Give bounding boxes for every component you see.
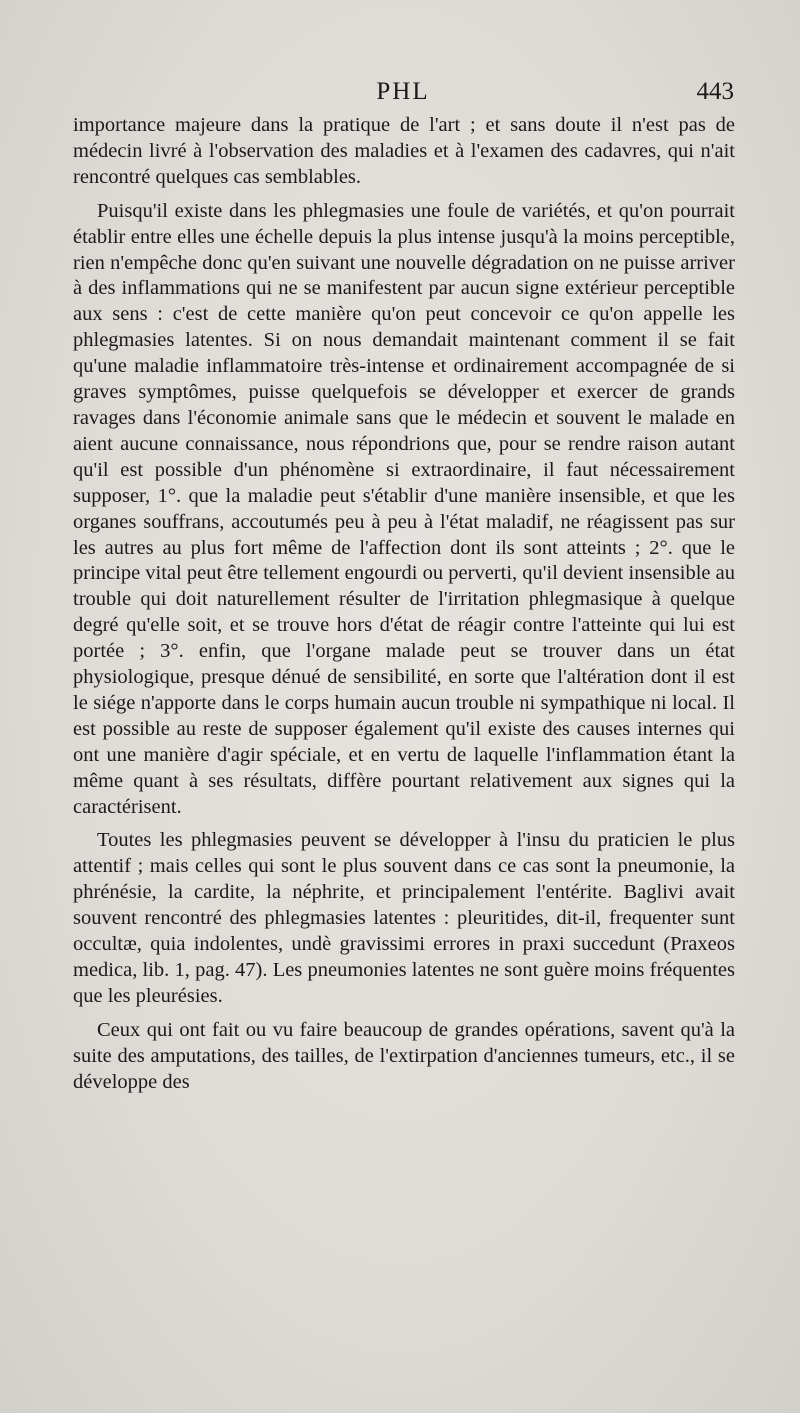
paragraph: Puisqu'il existe dans les phlegmasies une foule de variétés, et qu'on pourrait établir entre elles une échelle depuis la plus intense jusqu'à la moins perceptible, rien n'empêche donc qu'en suivant une nouvelle dégradation on ne puisse arriver à des inflammations qui ne se manifestent par aucun signe extérieur perceptible aux sens : c'est de cette manière qu'on peut concevoir ce qu'on appelle les phlegmasies latentes. Si on nous demandait maintenant comment il se fait qu'une maladie inflammatoire très-intense et ordinairement accompagnée de si graves symptômes, puisse quelquefois se développer et exercer de grands ravages dans l'économie animale sans que le médecin et souvent le malade en aient aucune connaissance, nous répondrions que, pour se rendre raison autant qu'il est possible d'un phénomène si extraordinaire, il faut nécessairement supposer, 1°. que la maladie peut s'établir d'une manière insensible, et que les organes souffrans, accoutumés peu à peu à l'état maladif, ne réagissent pas sur les autres au plus fort même de l'affection dont ils sont atteints ; 2°. que le principe vital peut être tellement engourdi ou perverti, qu'il devient insensible au trouble qui doit naturellement résulter de l'irritation phlegmasique à quelque degré qu'elle soit, et se trouve hors d'état de réagir contre l'atteinte qui lui est portée ; 3°. enfin, que l'organe malade peut se trouver dans un état physiologique, presque dénué de sensibilité, en sorte que l'altération dont il est le siége n'apporte dans le corps humain aucun trouble ni sympathique ni local. Il est possible au reste de supposer également qu'il existe des causes internes qui ont une manière d'agir spéciale, et en vertu de laquelle l'inflammation étant la même quant à ses résultats, diffère pourtant relativement aux signes qui la caractérisent.: [73, 199, 735, 818]
paragraph: Toutes les phlegmasies peuvent se développer à l'insu du praticien le plus attentif ; mais celles qui sont le plus souvent dans ce cas sont la pneumonie, la phrénésie, la cardite, la néphrite, et principalement l'entérite. Baglivi avait souvent rencontré des phlegmasies latentes : pleuritides, dit-il, frequenter sunt occultæ, quia indolentes, undè gravissimi errores in praxi succedunt (Praxeos medica, lib. 1, pag. 47). Les pneumonies latentes ne sont guère moins fréquentes que les pleurésies.: [73, 829, 735, 1007]
paragraph: Ceux qui ont fait ou vu faire beaucoup de grandes opérations, savent qu'à la suite des amputations, des tailles, de l'extirpation d'anciennes tumeurs, etc., il se développe des: [73, 1018, 735, 1093]
page-number: 443: [696, 78, 734, 105]
running-head: [72, 78, 734, 112]
running-head-title: PHL: [376, 78, 430, 105]
paragraph-continued: importance majeure dans la pratique de l'art ; et sans doute il n'est pas de médecin livré à l'observation des maladies et à l'examen des cadavres, qui n'ait rencontré quelques cas semblables.: [73, 114, 735, 188]
body-text: [73, 113, 735, 1096]
